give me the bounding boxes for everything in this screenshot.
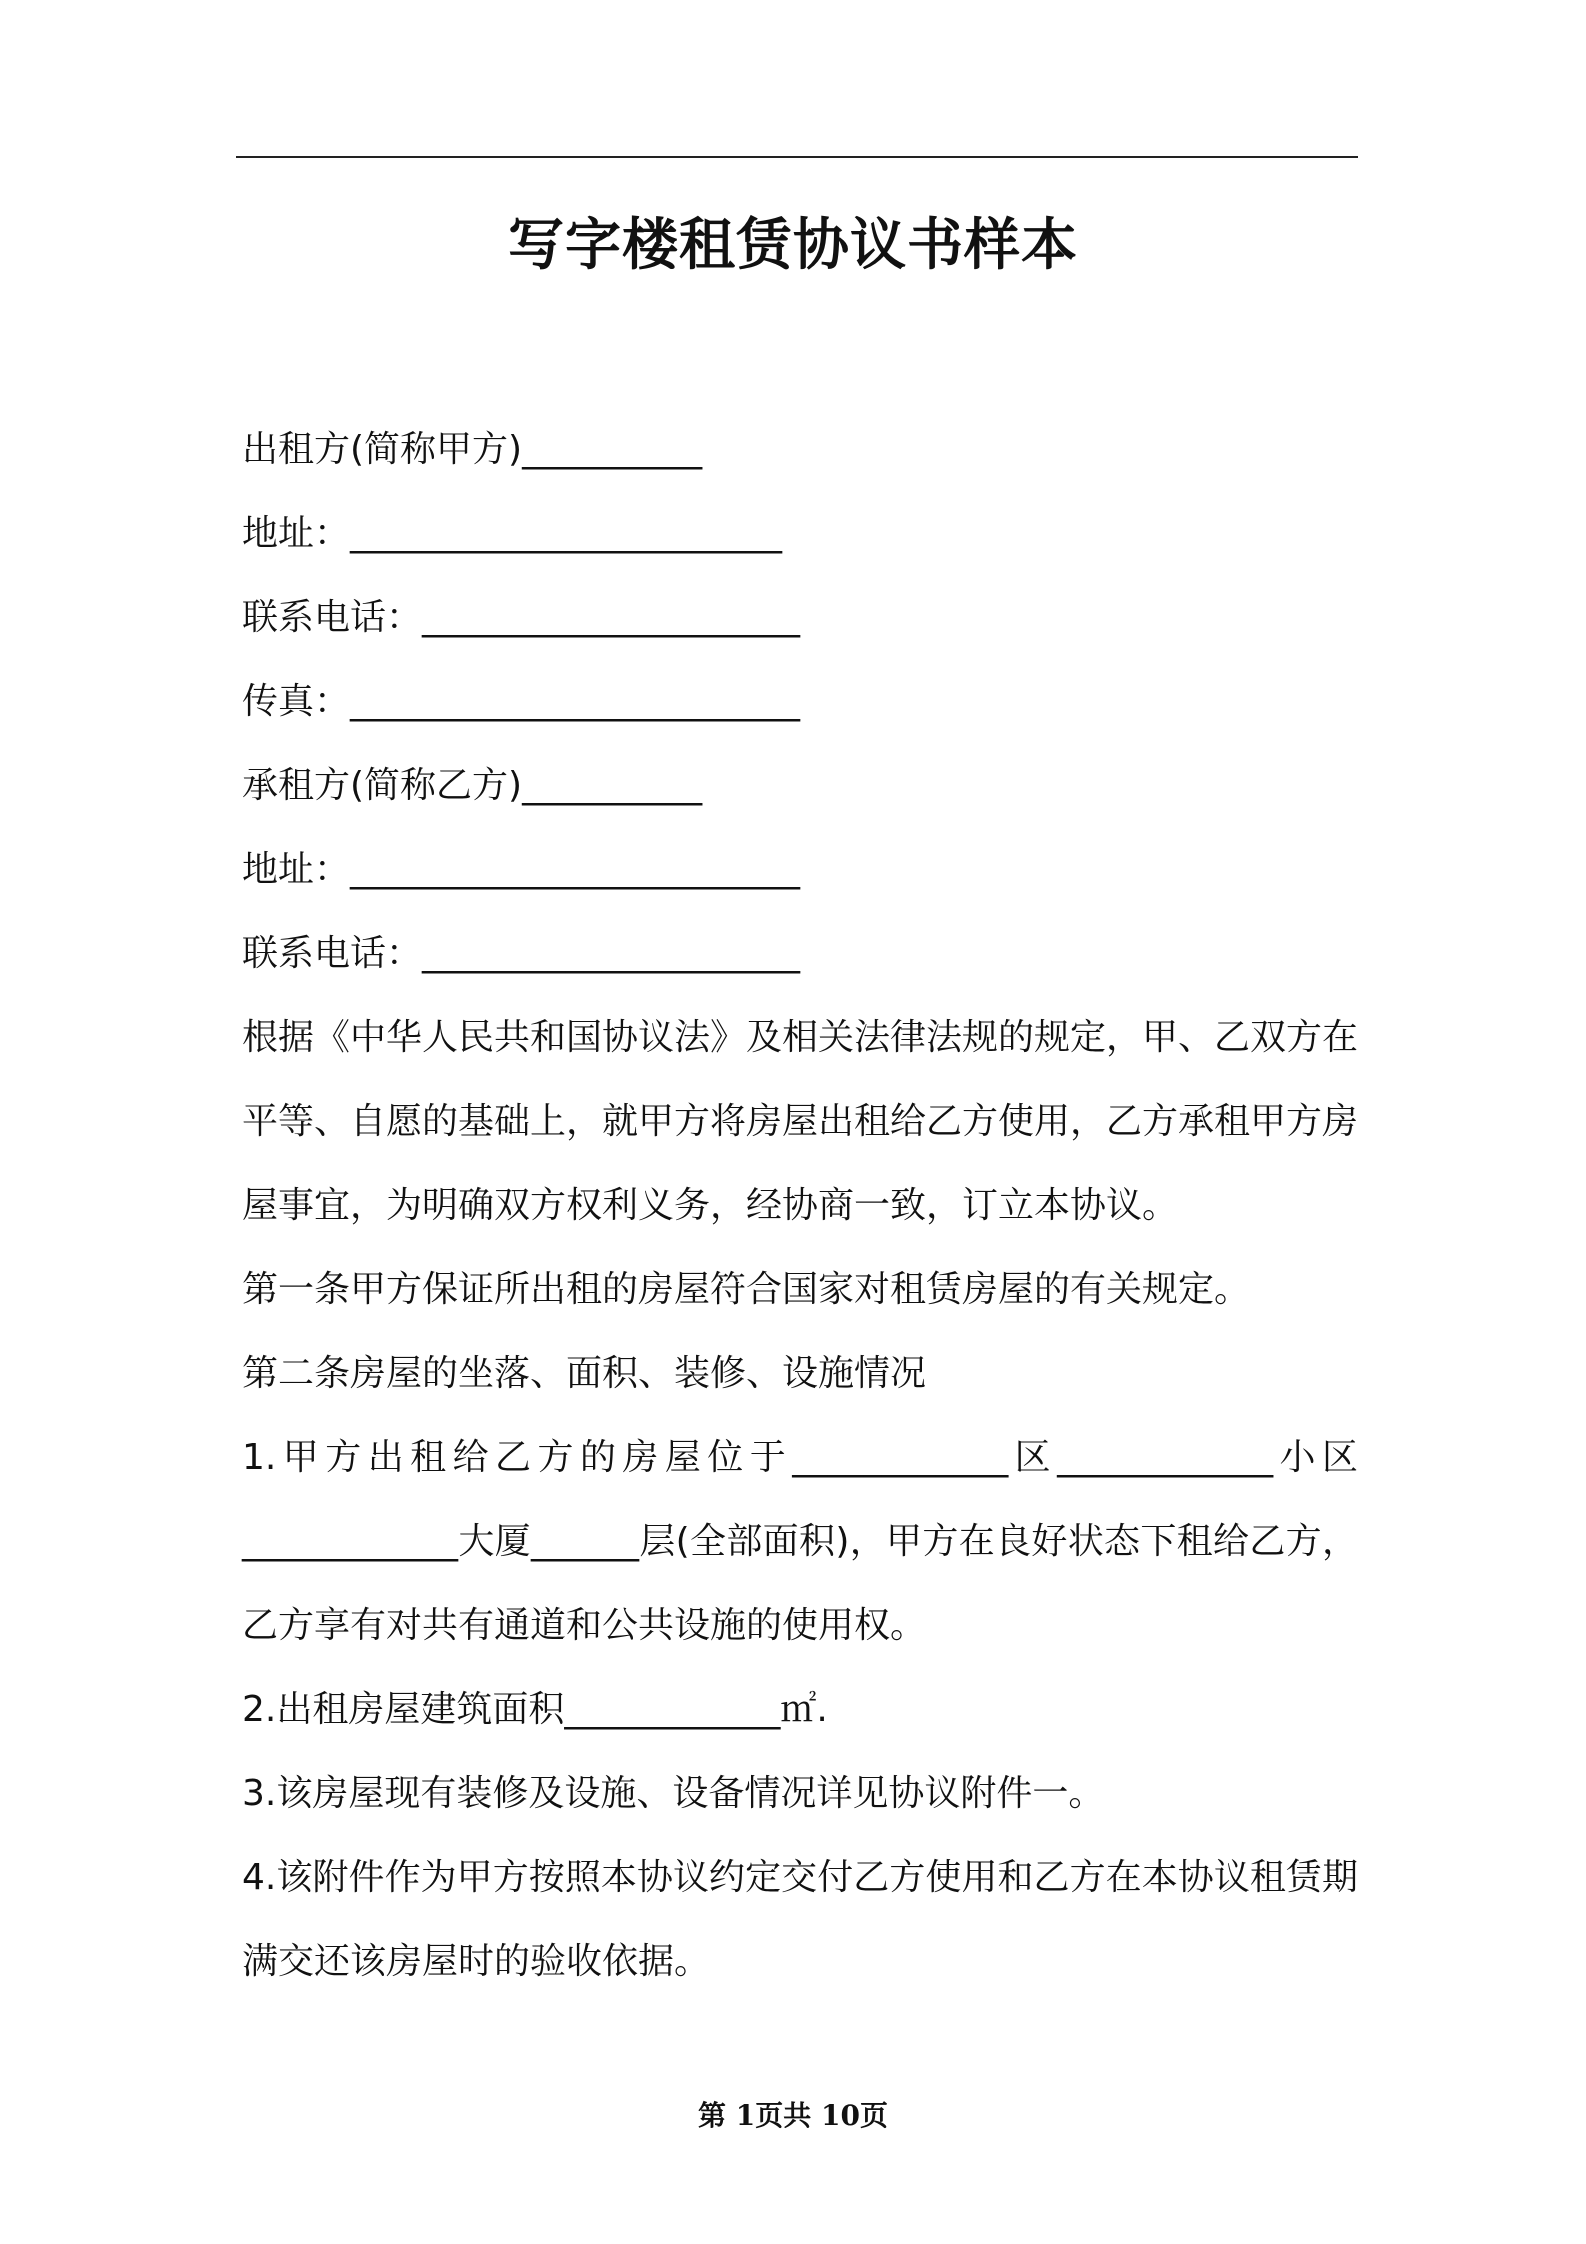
clause-2-4: 4.该附件作为甲方按照本协议约定交付乙方使用和乙方在本协议租赁期满交还该房屋时的验收依据。 [242,1857,1358,1982]
document-body [242,408,1358,2004]
article-2-heading: 第二条房屋的坐落、面积、装修、设施情况 [242,1353,927,1394]
clause-2-1: 1.甲方出租给乙方的房屋位于____________区____________小区____________大厦______层(全部面积)，甲方在良好状态下租给乙方，乙方享有对共有通道和公共设施的使用权。 [242,1437,1358,1646]
lessor-name-field: 出租方(简称甲方)__________ [242,429,703,470]
header-rule [236,156,1358,158]
lessor-address-field: 地址：________________________ [242,513,783,554]
lessee-phone-field: 联系电话：_____________________ [242,933,801,974]
preamble-paragraph: 根据《中华人民共和国协议法》及相关法律法规的规定，甲、乙双方在平等、自愿的基础上，就甲方将房屋出租给乙方使用，乙方承租甲方房屋事宜，为明确双方权利义务，经协商一致，订立本协议。 [242,1017,1359,1226]
article-1: 第一条甲方保证所出租的房屋符合国家对租赁房屋的有关规定。 [242,1269,1251,1310]
lessor-phone-field: 联系电话：_____________________ [242,597,801,638]
lessee-name-field: 承租方(简称乙方)__________ [242,765,703,806]
lessee-address-field: 地址：_________________________ [242,849,801,890]
page-number-footer: 第 1页共 10页 [698,2099,888,2132]
document-title: 写字楼租赁协议书样本 [508,213,1078,278]
lessor-fax-field: 传真：_________________________ [242,681,801,722]
clause-2-3: 3.该房屋现有装修及设施、设备情况详见协议附件一。 [242,1773,1105,1814]
clause-2-2: 2.出租房屋建筑面积____________㎡. [242,1689,828,1730]
